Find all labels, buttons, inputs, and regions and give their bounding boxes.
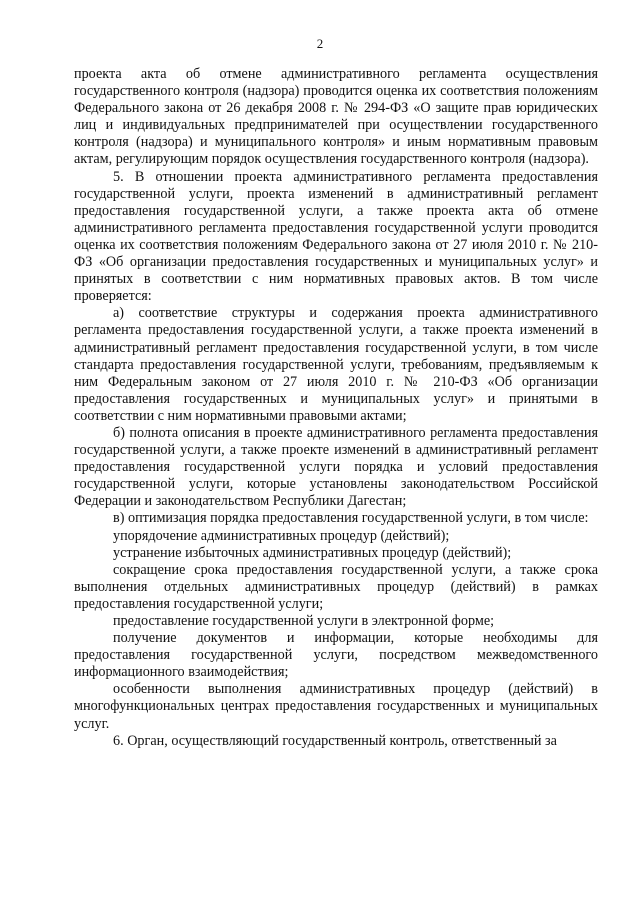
paragraph-subitem-b: б) полнота описания в проекте административного регламента предоставления государственной услуги, а также проекте изменений в административный регламент предоставления государственной услуги порядка и условий предоставления государственной услуги, которые установлены законодательством Российской Федерации и законодательством Республики Дагестан; bbox=[74, 424, 598, 510]
paragraph-item-6: 6. Орган, осуществляющий государственный контроль, ответственный за bbox=[113, 732, 557, 749]
paragraph-subitem-v: в) оптимизация порядка предоставления государственной услуги, в том числе: bbox=[113, 510, 589, 527]
list-item: предоставление государственной услуги в электронной форме; bbox=[113, 613, 495, 629]
paragraph-subitem-a: а) соответствие структуры и содержания проекта административного регламента предоставления государственной услуги, а также проекта изменений в административный регламент предоставления государственной услуги, в том числе стандарта предоставления государственной услуги, требованиям, предъявляемым к ним Федеральным законом от 27 июля 2010 г. № 210-ФЗ «Об организации предоставления государственных и муниципальных услуг» и принятыми в соответствии с ним нормативными правовыми актами; bbox=[74, 305, 598, 424]
list-item: получение документов и информации, которые необходимы для предоставления государственной услуги, посредством межведомственного информационного взаимодействия; bbox=[74, 630, 598, 681]
paragraph-item-5: 5. В отношении проекта административного регламента предоставления государственной услуги, проекта изменений в административный регламент предоставления государственной услуги, а также проекта акта об отмене административного регламента предоставления государственной услуги проводится оценка их соответствия положениям Федерального закона от 27 июля 2010 г. № 210-ФЗ «Об организации предоставления государственных и муниципальных услуг» и принятых в соответствии с ним нормативных правовых актов. В том числе проверяется: bbox=[74, 168, 598, 305]
list-item: сокращение срока предоставления государственной услуги, а также срока выполнения отдельных административных процедур (действий) в рамках предоставления государственной услуги; bbox=[74, 561, 598, 612]
page-number: 2 bbox=[316, 36, 324, 51]
document-body bbox=[74, 66, 598, 750]
list-item: особенности выполнения административных процедур (действий) в многофункциональных центрах предоставления государственных и муниципальных услуг. bbox=[74, 681, 598, 732]
paragraph-continuation: проекта акта об отмене административного регламента осуществления государственного контроля (надзора) проводится оценка их соответствия положениям Федерального закона от 26 декабря 2008 г. № 294-ФЗ «О защите прав юридических лиц и индивидуальных предпринимателей при осуществлении государственного контроля (надзора) и муниципального контроля» и иным нормативным правовым актам, регулирующим порядок осуществления государственного контроля (надзора). bbox=[74, 66, 598, 168]
list-item: устранение избыточных административных процедур (действий); bbox=[113, 544, 512, 561]
list-item: упорядочение административных процедур (действий); bbox=[113, 527, 450, 544]
